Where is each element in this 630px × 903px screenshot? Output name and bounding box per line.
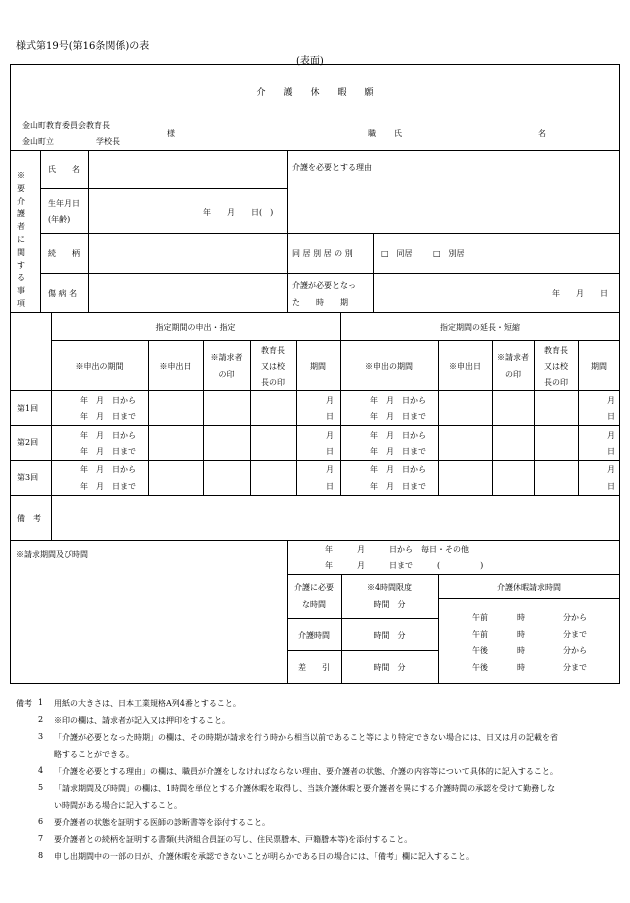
- note-item: [38, 698, 624, 715]
- illness-label: 傷 病 名: [48, 289, 78, 298]
- slot-minute: 分から: [563, 646, 587, 655]
- form-number: 様式第19号(第16条関係)の表: [16, 41, 150, 52]
- addressee-school: 金山町立: [22, 137, 54, 146]
- note-text: 用紙の大きさは、日本工業規格A列4番とすること。: [54, 699, 241, 708]
- col-principal-line2: 又は校: [261, 362, 285, 371]
- note-text: 「介護を必要とする理由」の欄は、職員が介護をしなければならない理由、要介護者の状態、介護の内容等について具体的に記入すること。: [54, 767, 558, 776]
- note-text: 申し出期間中の一部の日が、介護休暇を承認できないことが明らかである日の場合には、「備考」欄に記入すること。: [54, 852, 474, 861]
- birth-label: 生年月日: [48, 199, 80, 208]
- note-item: [38, 732, 624, 749]
- care-time-label: 介護時間: [298, 631, 330, 640]
- note-number: 4: [38, 766, 44, 775]
- living-option-separate[interactable]: □ 別居: [433, 249, 465, 258]
- note-number: [38, 800, 54, 817]
- remarks-label: 備 考: [17, 514, 41, 523]
- col-principal-line1: 教育長: [261, 346, 285, 355]
- side-label: (表面): [296, 56, 324, 67]
- slot-ampm: 午前: [472, 630, 488, 639]
- request-line-to: 年 月 日まで ( ): [325, 561, 484, 570]
- notes-label: 備考: [16, 699, 32, 708]
- age-label: (年齢): [48, 215, 71, 224]
- note-item: [38, 800, 624, 817]
- note-text: 「請求期間及び時間」の欄は、1時間を単位とする介護休暇を取得し、当該介護休暇と要介護者を異にする介護時間の承認を受けて勤務しな: [54, 784, 556, 793]
- row-day: 日: [326, 482, 334, 491]
- row-from-ext: 年 月 日から: [370, 465, 426, 474]
- note-text: 要介護者との続柄を証明する書類(共済組合員証の写し、住民票謄本、戸籍謄本等)を添付すること。: [54, 835, 413, 844]
- note-number: 1: [38, 698, 44, 707]
- note-item: [38, 715, 624, 732]
- note-text: 要介護者の状態を証明する医師の診断書等を添付すること。: [54, 818, 270, 827]
- extension-header: 指定期間の延長・短縮: [440, 323, 520, 332]
- note-item: [38, 817, 624, 834]
- slot-hour: 時: [517, 646, 525, 655]
- slot-hour: 時: [517, 630, 525, 639]
- col-period-ext: 期間: [591, 362, 607, 371]
- note-number: 5: [38, 783, 44, 792]
- col-seal-line2: の印: [218, 370, 235, 379]
- row-from: 年 月 日から: [80, 465, 136, 474]
- reason-label: 介護を必要とする理由: [292, 163, 372, 172]
- row-month: 月: [326, 465, 334, 474]
- note-item: [38, 766, 624, 783]
- row-label: 第3回: [17, 473, 39, 482]
- slot-minute: 分から: [563, 613, 587, 622]
- row-from: 年 月 日から: [80, 396, 136, 405]
- needed-label-2: た 時 期: [292, 298, 348, 307]
- col-request-date: ※申出日: [159, 362, 192, 371]
- note-number: 7: [38, 834, 44, 843]
- row-to-ext: 年 月 日まで: [370, 412, 426, 421]
- note-text: ※印の欄は、請求者が記入又は押印をすること。: [54, 716, 230, 725]
- row-month-ext: 月: [607, 396, 615, 405]
- form-title: 介 護 休 暇 願: [256, 88, 374, 98]
- living-option-together[interactable]: □ 同居: [381, 249, 413, 258]
- addressee-principal: 学校長: [96, 137, 120, 146]
- note-text: い時間がある場合に記入すること。: [54, 801, 182, 810]
- row-month: 月: [326, 431, 334, 440]
- row-label: 第1回: [17, 404, 39, 413]
- row-to-ext: 年 月 日まで: [370, 447, 426, 456]
- needed-date-value: 年 月 日: [552, 289, 608, 298]
- notes-list: [38, 698, 624, 868]
- row-day: 日: [326, 447, 334, 456]
- note-text: 「介護が必要となった時期」の欄は、その時期が請求を行う時から相当以前であること等により特定できない場合には、日又は月の記載を省: [54, 733, 558, 742]
- row-day-ext: 日: [607, 482, 615, 491]
- addressee-sama: 様: [167, 129, 175, 138]
- col-principal-ext-line3: 長の印: [544, 378, 568, 387]
- slot-ampm: 午後: [472, 646, 488, 655]
- slot-minute: 分まで: [563, 663, 587, 672]
- relation-label: 続 柄: [48, 249, 80, 258]
- row-to: 年 月 日まで: [80, 412, 136, 421]
- needed-label-1: 介護が必要となっ: [292, 281, 356, 290]
- need-time-line2: な時間: [302, 600, 326, 609]
- note-number: 2: [38, 715, 44, 724]
- row-day-ext: 日: [607, 412, 615, 421]
- difference-value: 時間 分: [373, 663, 406, 672]
- need-hours-value: 時間 分: [373, 600, 406, 609]
- care-hours-value: 時間 分: [373, 631, 406, 640]
- col-request-date-ext: ※申出日: [449, 362, 481, 371]
- label-shi: 氏: [394, 129, 402, 138]
- slot-hour: 時: [517, 613, 525, 622]
- request-line-from: 年 月 日から 毎日・その他: [325, 545, 469, 554]
- note-number: 6: [38, 817, 44, 826]
- slot-ampm: 午前: [472, 613, 488, 622]
- name-label: 氏 名: [48, 165, 80, 174]
- row-day-ext: 日: [607, 447, 615, 456]
- designation-header: 指定期間の申出・指定: [155, 323, 236, 332]
- slot-hour: 時: [517, 663, 525, 672]
- row-day: 日: [326, 412, 334, 421]
- living-label: 同 居 別 居 の 別: [292, 249, 353, 258]
- row-month-ext: 月: [607, 431, 615, 440]
- col-period: 期間: [310, 362, 326, 371]
- label-shoku: 職: [368, 129, 376, 138]
- col-principal-ext-line1: 教育長: [544, 346, 568, 355]
- slot-minute: 分まで: [563, 630, 587, 639]
- cared-person-vertical-label: ※要介護者に関する事項: [17, 171, 25, 308]
- limit-label: ※4時間限度: [366, 583, 413, 592]
- note-text: 略することができる。: [54, 750, 134, 759]
- row-to: 年 月 日まで: [80, 447, 136, 456]
- birth-value: 年 月 日( ): [203, 208, 274, 217]
- row-to: 年 月 日まで: [80, 482, 136, 491]
- note-item: [38, 834, 624, 851]
- note-number: 3: [38, 732, 44, 741]
- col-principal-line3: 長の印: [261, 378, 285, 387]
- note-item: [38, 783, 624, 800]
- row-label: 第2回: [17, 438, 39, 447]
- row-month: 月: [326, 396, 334, 405]
- request-time-header: 介護休暇請求時間: [497, 583, 561, 592]
- addressee-board: 金山町教育委員会教育長: [22, 121, 110, 130]
- col-seal-ext-line2: の印: [505, 370, 521, 379]
- row-month-ext: 月: [607, 465, 615, 474]
- note-item: [38, 851, 624, 868]
- note-number: [38, 749, 54, 766]
- note-item: [38, 749, 624, 766]
- col-request-period: ※申出の期間: [75, 362, 124, 371]
- note-number: 8: [38, 851, 44, 860]
- col-seal-ext-line1: ※請求者: [497, 353, 529, 362]
- col-request-period-ext: ※申出の期間: [365, 362, 413, 371]
- row-from-ext: 年 月 日から: [370, 431, 426, 440]
- col-seal-line1: ※請求者: [210, 353, 243, 362]
- difference-label: 差 引: [298, 663, 330, 672]
- slot-ampm: 午後: [472, 663, 488, 672]
- request-period-label: ※請求期間及び時間: [16, 550, 88, 559]
- col-principal-ext-line2: 又は校: [544, 362, 568, 371]
- row-from-ext: 年 月 日から: [370, 396, 426, 405]
- row-from: 年 月 日から: [80, 431, 136, 440]
- row-to-ext: 年 月 日まで: [370, 482, 426, 491]
- need-time-line1: 介護に必要: [294, 583, 334, 592]
- label-mei: 名: [538, 129, 546, 138]
